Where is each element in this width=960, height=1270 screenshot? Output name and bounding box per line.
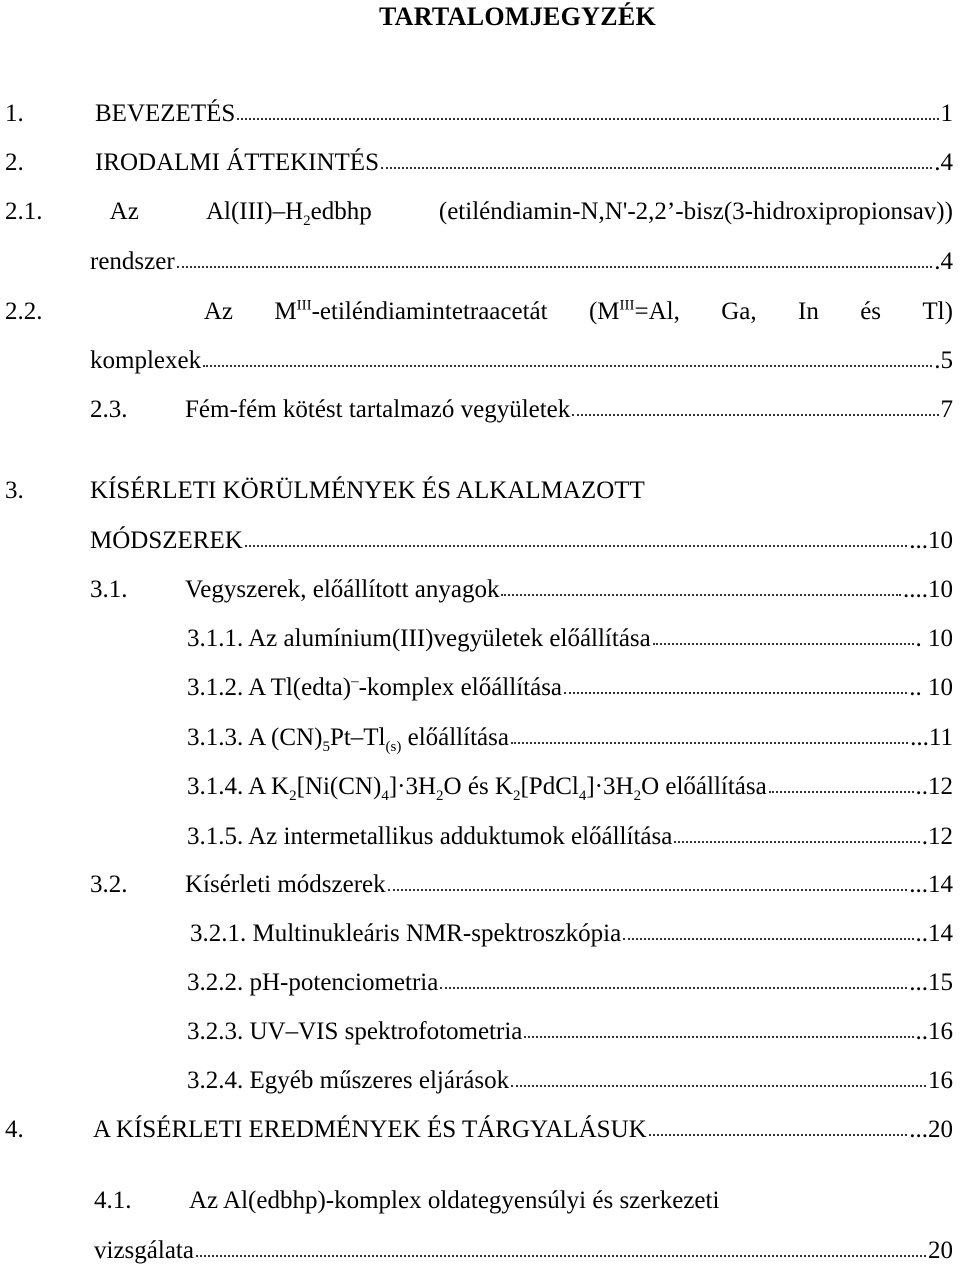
toc-entry-2-2-cont[interactable] xyxy=(90,345,953,377)
entry-number: 2.2. xyxy=(5,298,43,325)
entry-title: Kísérleti módszerek xyxy=(185,871,386,898)
dot-leader xyxy=(237,98,938,120)
entry-title: 3.2.2. pH-potenciometria xyxy=(187,969,439,996)
dot-leader xyxy=(623,918,913,940)
toc-entry-4-1[interactable] xyxy=(94,1185,953,1217)
entry-title: 3.1.5. Az intermetallikus adduktumok előállítása xyxy=(187,823,673,850)
entry-title: 3.1.2. A Tl(edta)–-komplex előállítása xyxy=(187,673,563,701)
dot-leader xyxy=(440,967,907,989)
entry-title: rendszer xyxy=(90,248,175,275)
toc-entry-1[interactable] xyxy=(5,98,953,130)
entry-title: 3.2.3. UV–VIS spektrofotometria xyxy=(187,1018,523,1045)
page-number: ...14 xyxy=(909,871,953,898)
entry-number: 4.1. xyxy=(94,1187,132,1214)
toc-entry-3-1-3[interactable] xyxy=(187,722,953,754)
entry-title: 3.1.3. A $(CN)_5Pt-Tl_{(s)}$ előállítása xyxy=(187,724,509,755)
dot-leader xyxy=(196,1235,926,1257)
page-number: . 10 xyxy=(915,625,953,652)
page-number: ...15 xyxy=(909,969,953,996)
entry-title: komplexek xyxy=(90,347,202,374)
toc-entry-3-2[interactable] xyxy=(90,869,953,901)
page-number: 1 xyxy=(940,100,953,127)
entry-title: 3.1.1. Az alumínium(III)vegyületek előállítása xyxy=(187,625,651,652)
toc-entry-4[interactable] xyxy=(5,1114,953,1146)
page-number: ...10 xyxy=(909,527,953,554)
entry-number: 2.1. xyxy=(5,198,43,225)
entry-number: 3.1. xyxy=(90,576,128,603)
entry-title: BEVEZETÉS xyxy=(95,100,236,127)
entry-number: 3.2. xyxy=(90,871,128,898)
toc-title: TARTALOMJEGYZÉK xyxy=(378,2,657,31)
toc-entry-3-1-5[interactable] xyxy=(187,821,953,853)
toc-entry-2[interactable] xyxy=(5,147,953,179)
entry-number: 4. xyxy=(5,1116,24,1143)
page-number: .4 xyxy=(934,149,953,176)
page-number: 20 xyxy=(928,1237,953,1264)
toc-entry-4-1-cont[interactable] xyxy=(94,1235,953,1267)
entry-number: 3. xyxy=(5,477,24,504)
toc-entry-2-2[interactable] xyxy=(5,296,953,328)
toc-entry-3-1-2[interactable] xyxy=(187,672,953,704)
entry-word: $Al(III)-H_2edbhp$ xyxy=(205,198,372,229)
toc-entry-3-1-4[interactable] xyxy=(187,771,953,803)
page-number: 16 xyxy=(928,1067,953,1094)
page-number: ..14 xyxy=(915,920,953,947)
toc-entry-2-3[interactable] xyxy=(90,394,953,426)
entry-word: és xyxy=(860,298,882,325)
entry-title: Fém-fém kötést tartalmazó vegyületek xyxy=(185,396,571,423)
page-number: ..12 xyxy=(915,773,953,800)
entry-word: Az xyxy=(203,298,234,325)
entry-number: 2. xyxy=(5,149,24,176)
toc-entry-3-2-4[interactable] xyxy=(187,1065,953,1097)
entry-word: Az xyxy=(109,198,139,225)
entry-title: 3.2.1. Multinukleáris NMR-spektroszkópia xyxy=(190,920,622,947)
entry-title: Az Al(edbhp)-komplex oldategyensúlyi és szerkezeti xyxy=(189,1187,720,1214)
toc-entry-3-cont[interactable] xyxy=(90,525,953,557)
entry-title: A KÍSÉRLETI EREDMÉNYEK ÉS TÁRGYALÁSUK xyxy=(93,1116,647,1143)
dot-leader xyxy=(769,771,914,793)
toc-entry-3[interactable] xyxy=(5,475,953,507)
dot-leader xyxy=(511,1065,926,1087)
entry-word: Ga, xyxy=(721,298,757,325)
page-number: .5 xyxy=(934,347,953,374)
entry-word: (etiléndiamin-N,N'-2,2’-bisz(3-hidroxipropionsav)) xyxy=(438,198,953,225)
dot-leader xyxy=(381,147,932,169)
dot-leader xyxy=(674,821,919,843)
toc-entry-3-1[interactable] xyxy=(90,574,953,606)
dot-leader xyxy=(177,246,933,268)
page-number: 7 xyxy=(940,396,953,423)
page-number: .. 10 xyxy=(909,674,953,701)
page-number: ...20 xyxy=(909,1116,953,1143)
entry-number: 2.3. xyxy=(90,396,128,423)
entry-title: vizsgálata xyxy=(94,1237,194,1264)
toc-entry-3-1-1[interactable] xyxy=(187,623,953,655)
toc-entry-2-1-cont[interactable] xyxy=(90,246,953,278)
entry-word: Tl) xyxy=(922,298,953,325)
entry-title: KÍSÉRLETI KÖRÜLMÉNYEK ÉS ALKALMAZOTT xyxy=(90,477,645,504)
entry-word: ($M^{III}=Al$, xyxy=(588,297,680,325)
page-number: .12 xyxy=(921,823,953,850)
entry-title: IRODALMI ÁTTEKINTÉS xyxy=(95,149,379,176)
page-number: ....10 xyxy=(903,576,953,603)
toc-entry-3-2-3[interactable] xyxy=(187,1016,953,1048)
dot-leader xyxy=(564,672,907,694)
entry-title: MÓDSZEREK xyxy=(90,527,243,554)
toc-entry-3-2-1[interactable] xyxy=(190,918,953,950)
dot-leader xyxy=(649,1114,908,1136)
dot-leader xyxy=(653,623,914,645)
dot-leader xyxy=(501,574,901,596)
entry-word: In xyxy=(798,298,819,325)
page-number: ..16 xyxy=(915,1018,953,1045)
page-number: ...11 xyxy=(910,724,953,751)
entry-number: 1. xyxy=(5,100,24,127)
entry-word: $M^{III}$-etiléndiamintetraacetát xyxy=(274,297,548,325)
toc-entry-3-2-2[interactable] xyxy=(187,967,953,999)
dot-leader xyxy=(245,525,907,547)
dot-leader xyxy=(203,345,932,367)
entry-title: 3.2.4. Egyéb műszeres eljárások xyxy=(187,1067,510,1094)
dot-leader xyxy=(524,1016,913,1038)
dot-leader xyxy=(511,722,908,744)
toc-entry-2-1[interactable] xyxy=(5,196,953,228)
dot-leader xyxy=(572,394,938,416)
entry-title: 3.1.4. A $K_2[Ni(CN)_4]\cdot 3H_2O$ és $K_2[PdCl_4]\cdot 3H_2O$ előállítása xyxy=(187,773,767,804)
entry-title: Vegyszerek, előállított anyagok xyxy=(185,576,500,603)
page-number: .4 xyxy=(934,248,953,275)
dot-leader xyxy=(388,869,908,891)
